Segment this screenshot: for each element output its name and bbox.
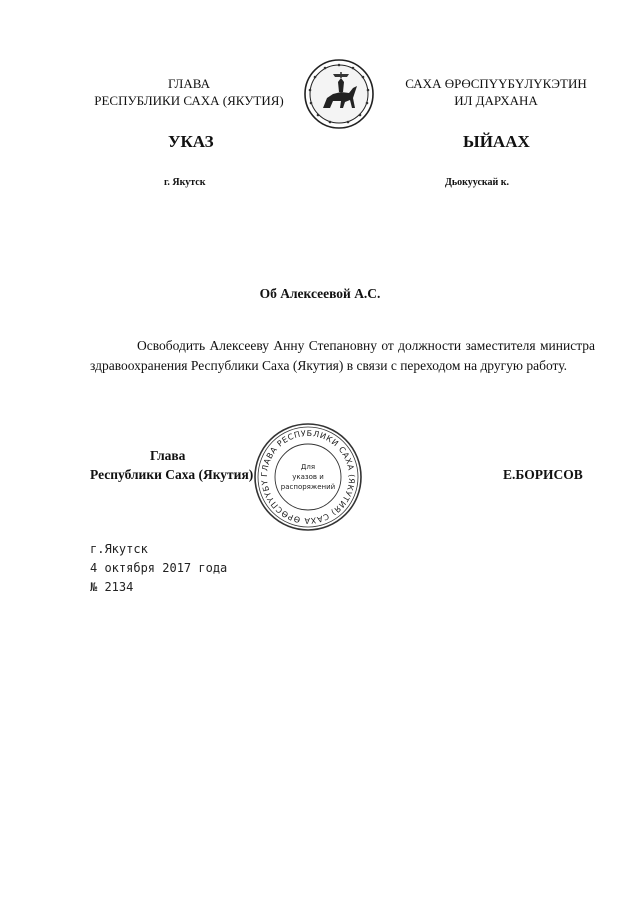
signature-position-line2: Республики Саха (Якутия) [90, 467, 254, 482]
seal-ring-text: ГЛАВА РЕСПУБЛИКИ САХА (ЯКУТИЯ) САХА ӨРӨСПҮҮБҮ [259, 428, 357, 526]
seal-inner-line3: распоряжений [280, 483, 336, 491]
decree-text: Освободить Алексееву Анну Степановну от должности заместителя министра здравоохранения Республики Саха (Якутия) в связи с переходом на другую работу. [90, 338, 595, 373]
place-ru: г. Якутск [164, 177, 206, 188]
seal-inner-line1: Для [300, 463, 316, 471]
decree-title: Об Алексеевой А.С. [259, 286, 381, 301]
registration-number: № 2134 [90, 580, 134, 594]
signer-name: Е.БОРИСОВ [503, 467, 583, 482]
doc-type-sah: ЫЙААХ [463, 132, 530, 151]
seal-inner-line2: указов и [292, 473, 324, 481]
coat-of-arms-emblem [303, 58, 375, 130]
header-left [78, 75, 300, 109]
header-left-line2: РЕСПУБЛИКИ САХА (ЯКУТИЯ) [94, 93, 284, 108]
registration-date: 4 октября 2017 года [90, 561, 228, 575]
seal-icon [252, 421, 364, 533]
place-sah: Дьокуускай к. [445, 177, 510, 188]
official-seal-stamp [252, 421, 364, 533]
doc-type-ru: УКАЗ [168, 132, 214, 151]
registration-city: г.Якутск [90, 542, 148, 556]
header-right-line1: САХА ӨРӨСПҮҮБҮЛҮКЭТИН [405, 76, 587, 91]
header-left-line1: ГЛАВА [168, 76, 210, 91]
signature-position-line1: Глава [150, 448, 186, 463]
header-right-line2: ИЛ ДАРХАНА [454, 93, 538, 108]
header-right [390, 75, 602, 109]
coat-of-arms-icon [303, 58, 375, 130]
